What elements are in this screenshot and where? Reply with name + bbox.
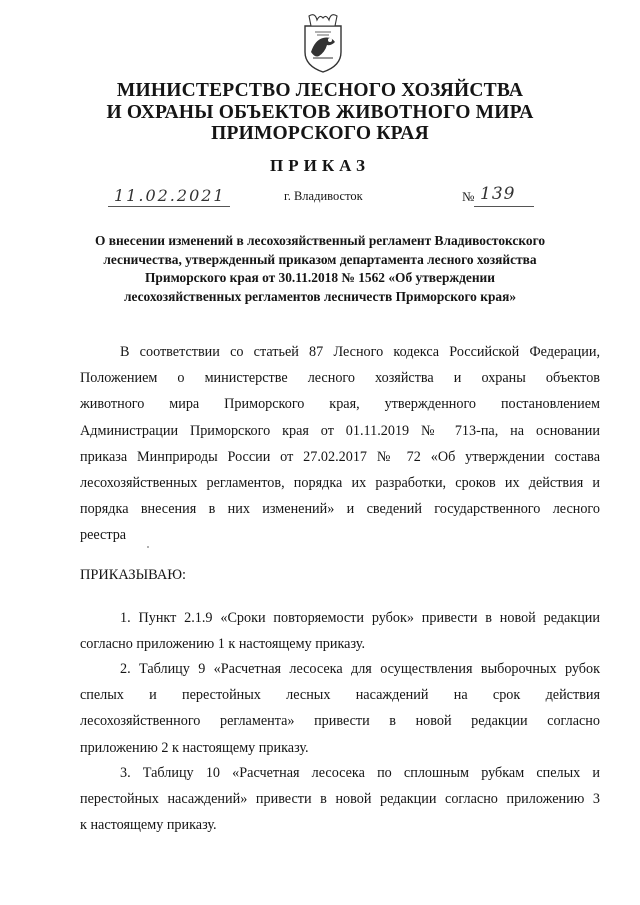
item-line: лесохозяйственного регламента» привести в новой редакции согласно — [80, 713, 600, 730]
preamble-line: Администрации Приморского края от 01.11.2019 № 713-па, на основании — [80, 422, 600, 439]
subject-line: О внесении изменений в лесохозяйственный регламент Владивостокского — [94, 233, 546, 248]
date-underline — [108, 206, 230, 207]
coat-of-arms-emblem — [301, 12, 345, 74]
subject-line: Приморского края от 30.11.2018 № 1562 «Об утверждении — [145, 270, 495, 286]
preamble-line: порядка внесения в них изменений» и сведений государственного лесного — [80, 501, 600, 518]
order-subject — [0, 232, 640, 306]
subject-line: лесничества, утвержденный приказом департамента лесного хозяйства — [103, 251, 537, 267]
preamble-line: Положением о министерстве лесного хозяйства и охраны объектов — [80, 370, 600, 387]
ministry-line-2: И ОХРАНЫ ОБЪЕКТОВ ЖИВОТНОГО МИРА — [106, 101, 534, 123]
order-item-3 — [80, 760, 600, 839]
item-line: приложению 2 к настоящему приказу. — [80, 739, 309, 756]
item-line: 1. Пункт 2.1.9 «Сроки повторяемости рубок» привести в новой редакции — [120, 610, 600, 626]
preamble-line: реестра — [80, 527, 127, 544]
item-line: согласно приложению 1 к настоящему приказу. — [80, 636, 365, 653]
preamble-line: животного мира Приморского края, утвержденного постановлением — [80, 396, 600, 413]
subject-line: лесохозяйственных регламентов лесничеств Приморского края» — [123, 288, 517, 304]
scan-speck — [147, 546, 149, 548]
order-item-2 — [80, 656, 600, 761]
order-title: ПРИКАЗ — [270, 156, 370, 175]
number-underline — [474, 206, 534, 207]
preamble-line: приказа Минприроды России от 27.02.2017 № 72 «Об утверждении состава — [80, 448, 600, 465]
preamble-line: лесохозяйственных регламентов, порядка их разработки, сроков их действия и — [80, 475, 600, 492]
preamble-paragraph — [80, 339, 600, 549]
preamble-line: В соответствии со статьей 87 Лесного кодекса Российской Федерации, — [120, 344, 600, 360]
item-line: к настоящему приказу. — [80, 817, 217, 834]
item-line: перестойных насаждений» привести в новой редакции согласно приложению 3 — [80, 791, 600, 808]
number-label: № — [462, 189, 475, 204]
item-line: 2. Таблицу 9 «Расчетная лесосека для осуществления выборочных рубок — [120, 661, 600, 677]
handwritten-number: 139 — [480, 184, 516, 204]
order-word: ПРИКАЗЫВАЮ: — [80, 567, 187, 583]
item-line: 3. Таблицу 10 «Расчетная лесосека по сплошным рубкам спелых и — [120, 765, 600, 781]
order-item-1 — [80, 605, 600, 657]
ministry-line-3: ПРИМОРСКОГО КРАЯ — [211, 123, 429, 144]
date-number-line — [0, 186, 640, 212]
ministry-name — [0, 80, 640, 145]
city-label: г. Владивосток — [284, 189, 363, 203]
item-line: спелых и перестойных лесных насаждений на срок действия — [80, 687, 600, 704]
ministry-line-1: МИНИСТЕРСТВО ЛЕСНОГО ХОЗЯЙСТВА — [116, 80, 524, 101]
handwritten-date: 11.02.2021 — [114, 186, 226, 205]
